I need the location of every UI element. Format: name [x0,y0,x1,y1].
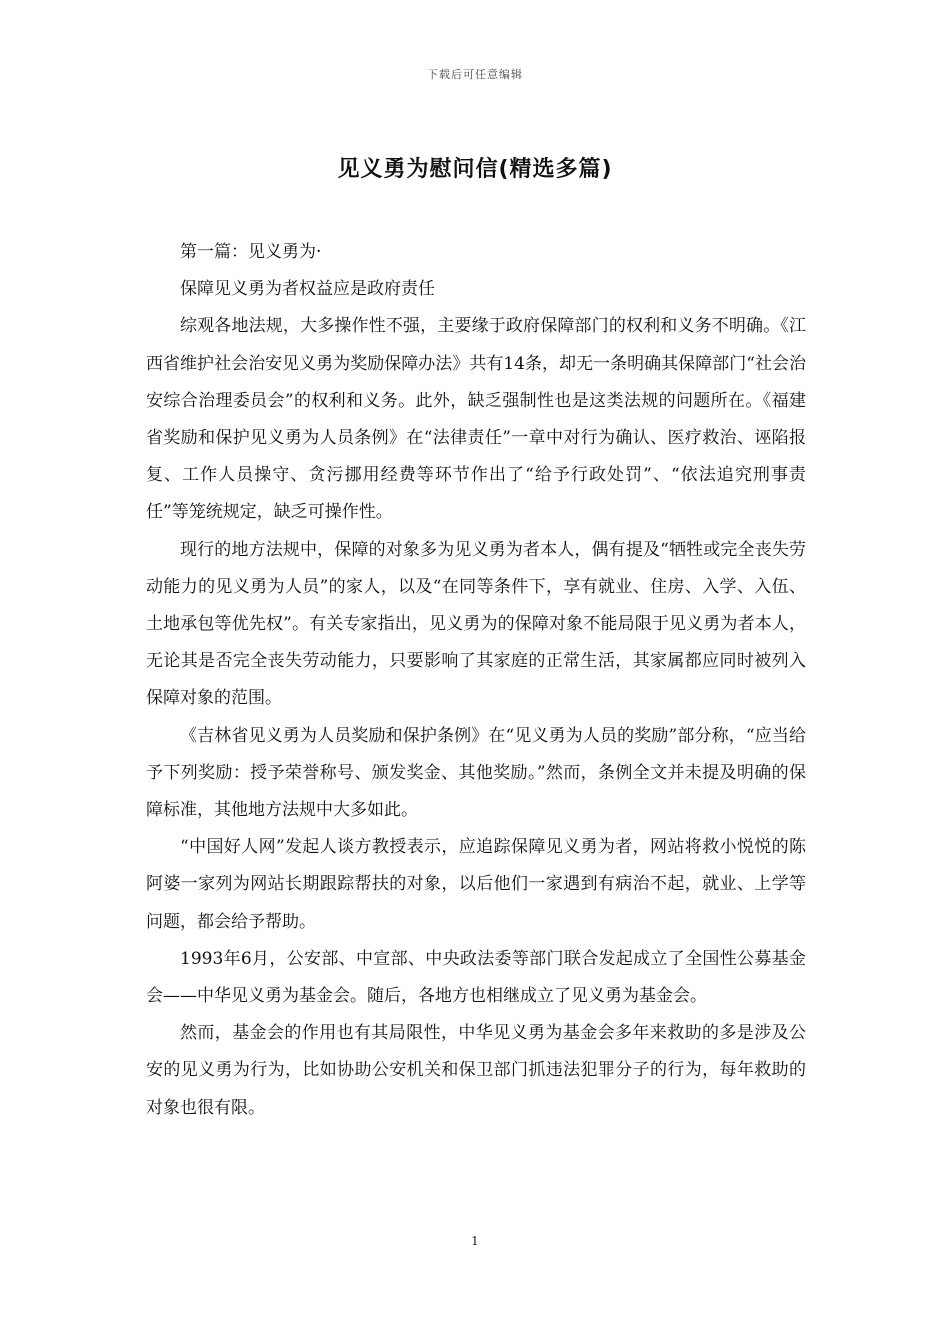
paragraph: 然而，基金会的作用也有其局限性，中华见义勇为基金会多年来救助的多是涉及公安的见义勇为行为，比如协助公安机关和保卫部门抓违法犯罪分子的行为，每年救助的对象也很有限。 [146,1023,806,1118]
paragraph: 综观各地法规，大多操作性不强，主要缘于政府保障部门的权利和义务不明确。《江西省维护社会治安见义勇为奖励保障办法》共有14条，却无一条明确其保障部门“社会治安综合治理委员会”的权利和义务。此外，缺乏强制性也是这类法规的问题所在。《福建省奖励和保护见义勇为人员条例》在“法律责任”一章中对行为确认、医疗救治、诬陷报复、工作人员操守、贪污挪用经费等环节作出了“给予行政处罚”、“依法追究刑事责任”等笼统规定，缺乏可操作性。 [146,316,806,523]
document-title: 见义勇为慰问信(精选多篇) [337,157,613,182]
document-body [146,234,806,1127]
paragraph: 《吉林省见义勇为人员奖励和保护条例》在“见义勇为人员的奖励”部分称，“应当给予下列奖励：授予荣誉称号、颁发奖金、其他奖励。”然而，条例全文并未提及明确的保障标准，其他地方法规中大多如此。 [146,725,806,821]
header-note: 下载后可任意编辑 [427,68,523,81]
paragraph: 1993年6月，公安部、中宣部、中央政法委等部门联合发起成立了全国性公募基金会——中华见义勇为基金会。随后，各地方也相继成立了见义勇为基金会。 [146,948,806,1007]
paragraph: 现行的地方法规中，保障的对象多为见义勇为者本人，偶有提及“牺牲或完全丧失劳动能力的见义勇为人员”的家人，以及“在同等条件下，享有就业、住房、入学、入伍、土地承包等优先权”。有关专家指出，见义勇为的保障对象不能局限于见义勇为者本人，无论其是否完全丧失劳动能力，只要影响了其家庭的正常生活，其家属都应同时被列入保障对象的范围。 [146,539,806,709]
section-heading: 第一篇：见义勇为· [180,242,322,262]
paragraph: “中国好人网”发起人谈方教授表示，应追踪保障见义勇为者，网站将救小悦悦的陈阿婆一家列为网站长期跟踪帮扶的对象，以后他们一家遇到有病治不起，就业、上学等问题，都会给予帮助。 [146,837,806,932]
page-number: 1 [471,1234,479,1248]
subheading: 保障见义勇为者权益应是政府责任 [180,279,435,300]
